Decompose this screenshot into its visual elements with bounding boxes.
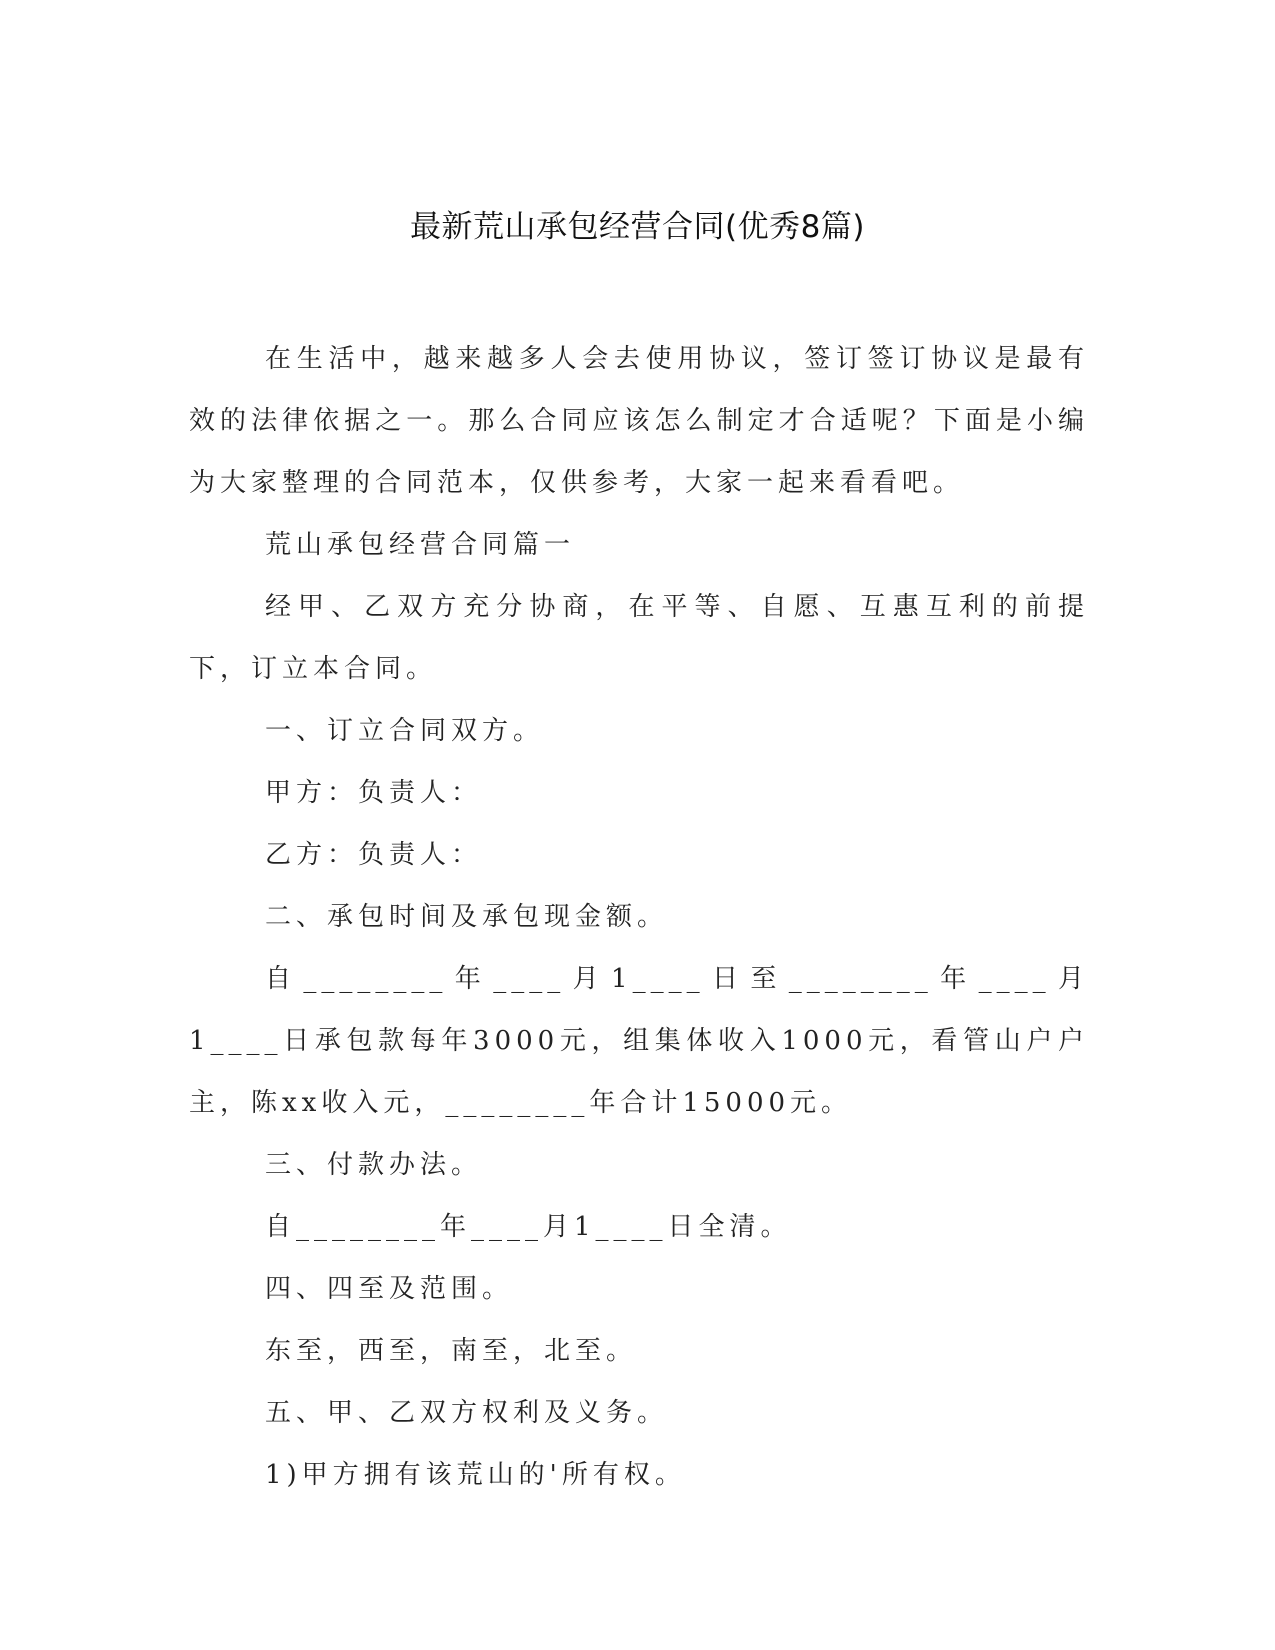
clause-heading: 一、订立合同双方。 — [265, 716, 545, 746]
intro-paragraph: 在生活中，越来越多人会去使用协议，签订签订协议是最有效的法律依据之一。那么合同应该怎么制定才合适呢？下面是小编为大家整理的合同范本，仅供参考，大家一起来看看吧。 — [189, 344, 1089, 498]
clause-heading: 三、付款办法。 — [265, 1150, 483, 1180]
contract-preamble: 经甲、乙双方充分协商，在平等、自愿、互惠互利的前提下，订立本合同。 — [189, 592, 1089, 684]
boundary-paragraph: 东至，西至，南至，北至。 — [265, 1336, 638, 1366]
document-body — [189, 328, 1089, 1506]
document-title: 最新荒山承包经营合同(优秀8篇) — [410, 209, 865, 245]
clause-heading: 五、甲、乙双方权利及义务。 — [265, 1398, 669, 1428]
payment-paragraph: 自________年____月1____日全清。 — [265, 1212, 792, 1242]
party-a-line: 甲方：负责人： — [265, 778, 483, 808]
rights-item: 1)甲方拥有该荒山的'所有权。 — [265, 1460, 686, 1490]
section-heading: 荒山承包经营合同篇一 — [265, 530, 576, 560]
clause-heading: 二、承包时间及承包现金额。 — [265, 902, 669, 932]
contract-term-paragraph: 自________年____月1____日至________年____月1____日承包款每年3000元，组集体收入1000元，看管山户户主，陈xx收入元，________年合计15000元。 — [189, 964, 1089, 1118]
party-b-line: 乙方：负责人： — [265, 840, 483, 870]
clause-heading: 四、四至及范围。 — [265, 1274, 514, 1304]
